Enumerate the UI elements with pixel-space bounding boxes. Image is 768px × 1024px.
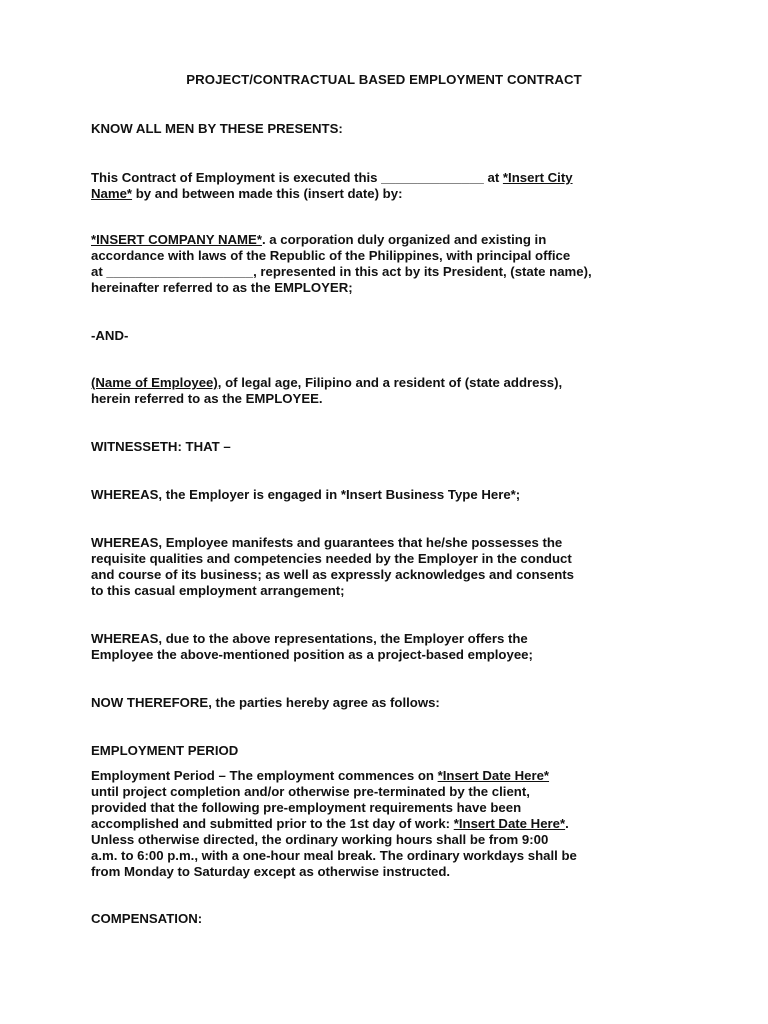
execution-line-2 [91,186,691,202]
and-separator: -AND- [91,328,129,343]
requirements-date-placeholder: *Insert Date Here* [453,816,566,831]
employee-line-2: herein referred to as the EMPLOYEE. [91,391,323,406]
execution-text: This Contract of Employment is executed this ______________ at [91,170,503,185]
execution-paragraph [91,170,691,202]
employment-period-text: Employment Period – The employment commences on [91,768,438,783]
whereas-offer-line-2: Employee the above-mentioned position as a project-based employee; [91,647,533,662]
city-placeholder: *Insert City [502,170,573,185]
whereas-qualities [91,535,691,599]
now-therefore-line: NOW THEREFORE, the parties hereby agree as follows: [91,695,440,710]
employment-period-line-3: provided that the following pre-employment requirements have been [91,800,522,815]
employment-period-heading: EMPLOYMENT PERIOD [91,743,239,758]
whereas-qualities-line-1: WHEREAS, Employee manifests and guarantees that he/she possesses the [91,535,563,550]
employee-name-placeholder: (Name of Employee) [91,375,218,390]
company-name-placeholder: *INSERT COMPANY NAME* [91,232,262,247]
whereas-qualities-line-3: and course of its business; as well as expressly acknowledges and consents [91,567,574,582]
employment-period-line-6: a.m. to 6:00 p.m., with a one-hour meal break. The ordinary workdays shall be [91,848,577,863]
whereas-business: WHEREAS, the Employer is engaged in *Insert Business Type Here*; [91,487,521,502]
employment-period-line-5: Unless otherwise directed, the ordinary working hours shall be from 9:00 [91,832,549,847]
employment-period-text-4: accomplished and submitted prior to the 1st day of work: [91,816,454,831]
start-date-placeholder: *Insert Date Here* [437,768,550,783]
city-placeholder-cont: Name* [91,186,133,201]
employment-period-line-2: until project completion and/or otherwise pre-terminated by the client, [91,784,530,799]
employer-line-2: accordance with laws of the Republic of the Philippines, with principal office [91,248,571,263]
employment-period-period: . [565,816,569,831]
execution-text-cont: by and between made this (insert date) by: [132,186,403,201]
employer-text: . a corporation duly organized and existing in [261,232,547,247]
employer-line-4: hereinafter referred to as the EMPLOYER; [91,280,353,295]
employer-paragraph [91,232,691,296]
whereas-qualities-line-2: requisite qualities and competencies needed by the Employer in the conduct [91,551,572,566]
employee-text: , of legal age, Filipino and a resident of (state address), [217,375,563,390]
employment-period-line-7: from Monday to Saturday except as otherwise instructed. [91,864,451,879]
witnesseth-line: WITNESSETH: THAT – [91,439,231,454]
whereas-qualities-line-4: to this casual employment arrangement; [91,583,345,598]
employer-line-1 [91,232,691,248]
whereas-offer-line-1: WHEREAS, due to the above representations, the Employer offers the [91,631,528,646]
compensation-heading: COMPENSATION: [91,911,203,926]
whereas-offer [91,631,691,663]
employee-line-1 [91,375,691,391]
employee-paragraph [91,375,691,407]
employment-period-line-4 [91,816,691,832]
employment-period-line-1 [91,768,691,784]
execution-line-1 [91,170,691,186]
employer-line-3: at ____________________, represented in this act by its President, (state name), [91,264,592,279]
know-all-men-line: KNOW ALL MEN BY THESE PRESENTS: [91,121,343,136]
employment-period-paragraph [91,768,691,880]
document-title: PROJECT/CONTRACTUAL BASED EMPLOYMENT CONTRACT [186,72,582,87]
